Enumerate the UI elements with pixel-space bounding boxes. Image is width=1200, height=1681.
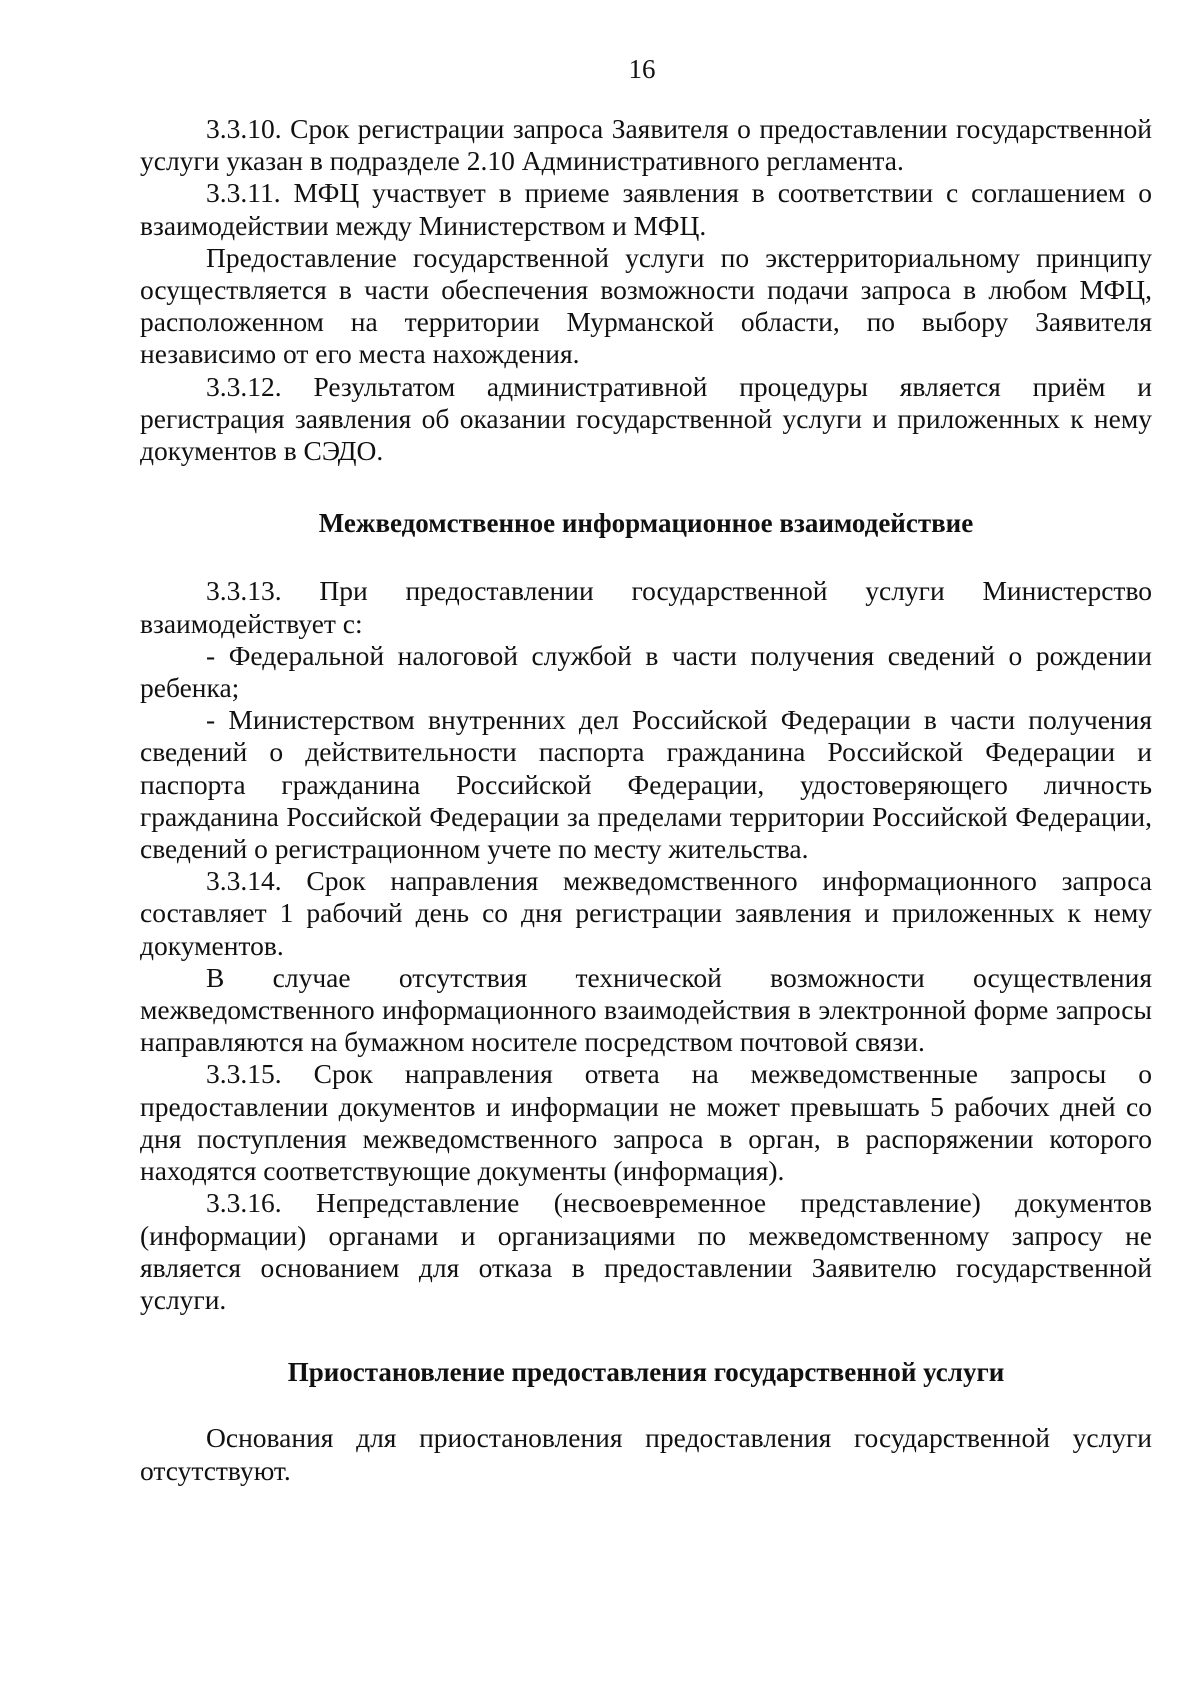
page-number: 16 <box>628 54 656 84</box>
section-heading-suspension: Приостановление предоставления государственной услуги <box>287 1357 1005 1388</box>
paragraph-3-3-16: 3.3.16. Непредставление (несвоевременное представление) документов (информации) органами и организациями по межведомственному запросу не является основанием для отказа в предоставлении Заявителю государственной услуги. <box>140 1187 1152 1315</box>
paragraph-3-3-10: 3.3.10. Срок регистрации запроса Заявителя о предоставлении государственной услуги указан в подразделе 2.10 Административного регламента. <box>140 113 1152 177</box>
list-item-tax-service: - Федеральной налоговой службой в части получения сведений о рождении ребенка; <box>140 639 1152 704</box>
document-body <box>140 113 1152 1487</box>
paragraph-suspension-grounds: Основания для приостановления предоставления государственной услуги отсутствуют. <box>140 1422 1152 1486</box>
section-heading-interagency: Межведомственное информационное взаимодействие <box>318 508 974 539</box>
paragraph-3-3-12: 3.3.12. Результатом административной процедуры является приём и регистрация заявления об оказании государственной услуги и приложенных к нему документов в СЭДО. <box>140 370 1152 467</box>
paragraph-3-3-14: 3.3.14. Срок направления межведомственного информационного запроса составляет 1 рабочий день со дня регистрации заявления и приложенных к нему документов. <box>140 865 1152 961</box>
paragraph-3-3-13: 3.3.13. При предоставлении государственной услуги Министерство взаимодействует с: <box>140 575 1152 639</box>
paragraph-extraterritorial: Предоставление государственной услуги по экстерриториальному принципу осуществляется в части обеспечения возможности подачи запроса в любом МФЦ, расположенном на территории Мурманской области, по выбору Заявителя независимо от его места нахождения. <box>140 241 1152 370</box>
list-item-interior-ministry: - Министерством внутренних дел Российской Федерации в части получения сведений о действительности паспорта гражданина Российской Федерации и паспорта гражданина Российской Федерации, удостоверяющего личность гражданина Российской Федерации за пределами территории Российской Федерации, сведений о регистрационном учете по месту жительства. <box>140 704 1152 865</box>
paragraph-3-3-15: 3.3.15. Срок направления ответа на межведомственные запросы о предоставлении документов и информации не может превышать 5 рабочих дней со дня поступления межведомственного запроса в орган, в распоряжении которого находятся соответствующие документы (информация). <box>140 1058 1152 1187</box>
paragraph-no-technical-possibility: В случае отсутствия технической возможности осуществления межведомственного информационного взаимодействия в электронной форме запросы направляются на бумажном носителе посредством почтовой связи. <box>140 961 1152 1058</box>
paragraph-3-3-11: 3.3.11. МФЦ участвует в приеме заявления в соответствии с соглашением о взаимодействии между Министерством и МФЦ. <box>140 177 1152 241</box>
